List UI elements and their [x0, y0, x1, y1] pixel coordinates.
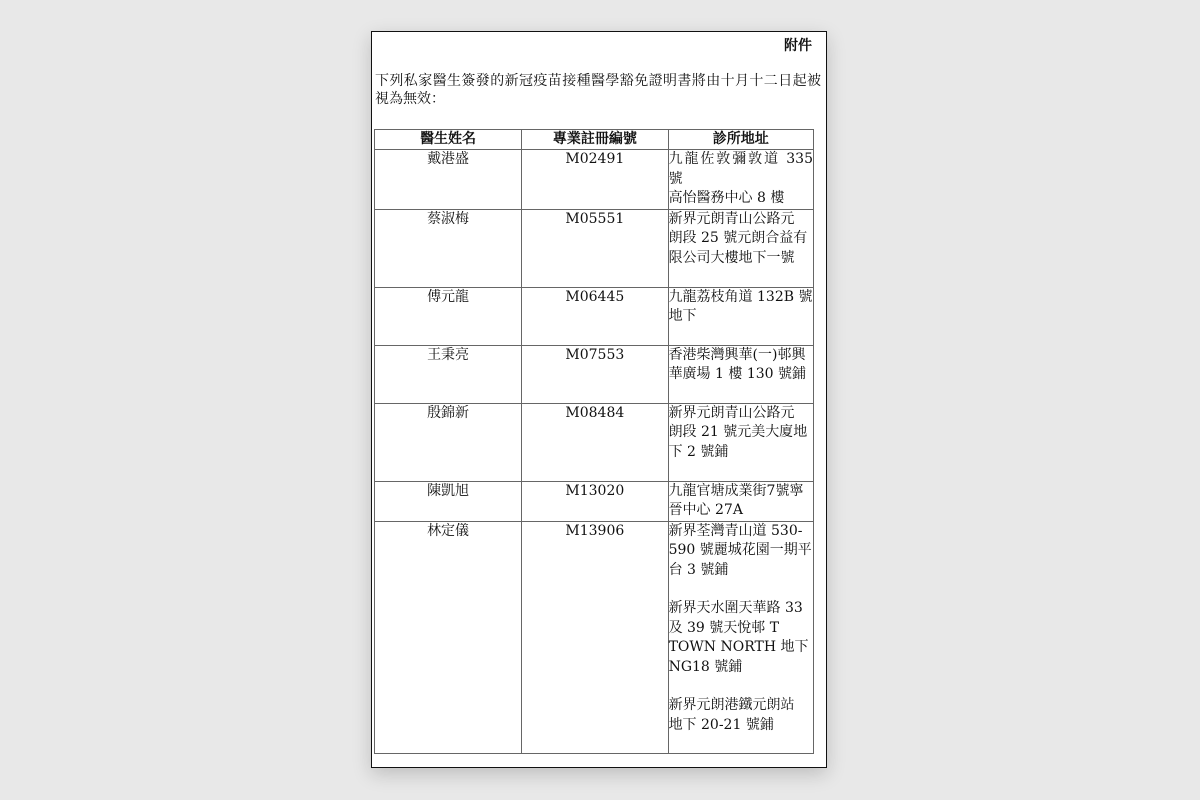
- clinic-address-cell: [668, 287, 813, 345]
- address-line: TOWN NORTH 地下: [668, 639, 809, 655]
- table-row: [375, 150, 814, 210]
- registration-number-cell: M05551: [522, 209, 668, 287]
- address-line: 朗段 25 號元朗合益有: [668, 230, 808, 246]
- address-line: 新界荃灣青山道 530-: [668, 522, 803, 539]
- table-row: [375, 209, 814, 287]
- address-line: 九龍官塘成業街7號寧: [668, 482, 804, 499]
- table-row: [375, 481, 814, 521]
- doctor-name-cell: 傅元龍: [375, 287, 522, 345]
- address-line: 及 39 號天悅邨 T: [668, 619, 780, 636]
- registration-number-cell: M08484: [522, 403, 668, 481]
- table-row: [375, 287, 814, 345]
- address-line: NG18 號鋪: [668, 658, 743, 675]
- address-block: [669, 482, 813, 521]
- intro-paragraph: 下列私家醫生簽發的新冠疫苗接種醫學豁免證明書將由十月十二日起被視為無效：: [375, 73, 821, 107]
- address-line: 新界元朗青山公路元: [668, 404, 795, 421]
- table-row: [375, 521, 814, 753]
- address-block: [669, 210, 813, 269]
- address-line: 九龍佐敦彌敦道 335 號: [668, 151, 818, 187]
- doctor-name-cell: 戴港盛: [375, 150, 522, 210]
- annex-label: 附件: [784, 38, 812, 54]
- table-row: [375, 403, 814, 481]
- clinic-address-cell: [668, 481, 813, 521]
- address-line: 新界元朗青山公路元: [668, 210, 795, 227]
- clinic-address-cell: [668, 403, 813, 481]
- clinic-address-cell: [668, 150, 818, 210]
- doctor-name-cell: 殷錦新: [375, 403, 522, 481]
- table-row: [375, 345, 814, 403]
- address-block: [668, 150, 818, 209]
- address-line: 九龍荔枝角道 132B 號: [668, 288, 813, 305]
- address-block: [669, 696, 813, 735]
- address-line: 下 2 號鋪: [668, 443, 729, 460]
- clinic-address-cell: [668, 521, 813, 753]
- address-line: 地下: [668, 308, 697, 324]
- address-block: [669, 288, 813, 327]
- address-line: 晉中心 27A: [668, 502, 743, 518]
- clinic-address-cell: [668, 209, 813, 287]
- header-clinic-address: 診所地址: [668, 130, 813, 150]
- doctor-name-cell: 林定儀: [375, 521, 522, 753]
- registration-number-cell: M13906: [522, 521, 668, 753]
- header-doctor-name: 醫生姓名: [375, 130, 522, 150]
- header-registration-number: 專業註冊編號: [522, 130, 668, 150]
- address-block: [669, 346, 813, 385]
- address-block: [669, 599, 813, 677]
- address-line: 新界元朗港鐵元朗站: [668, 697, 795, 713]
- address-line: 新界天水圍天華路 33: [668, 600, 803, 616]
- document-page: [371, 31, 827, 768]
- doctor-name-cell: 陳凱旭: [375, 481, 522, 521]
- table-header-row: [375, 130, 814, 150]
- clinic-address-cell: [668, 345, 813, 403]
- address-line: 華廣場 1 樓 130 號鋪: [668, 366, 806, 382]
- address-line: 台 3 號鋪: [668, 561, 729, 578]
- registration-number-cell: M06445: [522, 287, 668, 345]
- doctors-table: [374, 129, 818, 754]
- address-line: 高怡醫務中心 8 樓: [668, 190, 785, 206]
- address-line: 香港柴灣興華(一)邨興: [668, 346, 806, 363]
- address-block: [669, 404, 813, 463]
- registration-number-cell: M02491: [522, 150, 668, 210]
- registration-number-cell: M07553: [522, 345, 668, 403]
- address-line: 地下 20-21 號鋪: [668, 716, 774, 733]
- address-block: [669, 522, 813, 581]
- doctor-name-cell: 王秉亮: [375, 345, 522, 403]
- table-body: [375, 150, 818, 754]
- doctor-name-cell: 蔡淑梅: [375, 209, 522, 287]
- address-line: 590 號麗城花園一期平: [668, 542, 812, 558]
- address-line: 限公司大樓地下一號: [668, 249, 795, 266]
- address-line: 朗段 21 號元美大廈地: [668, 424, 808, 440]
- registration-number-cell: M13020: [522, 481, 668, 521]
